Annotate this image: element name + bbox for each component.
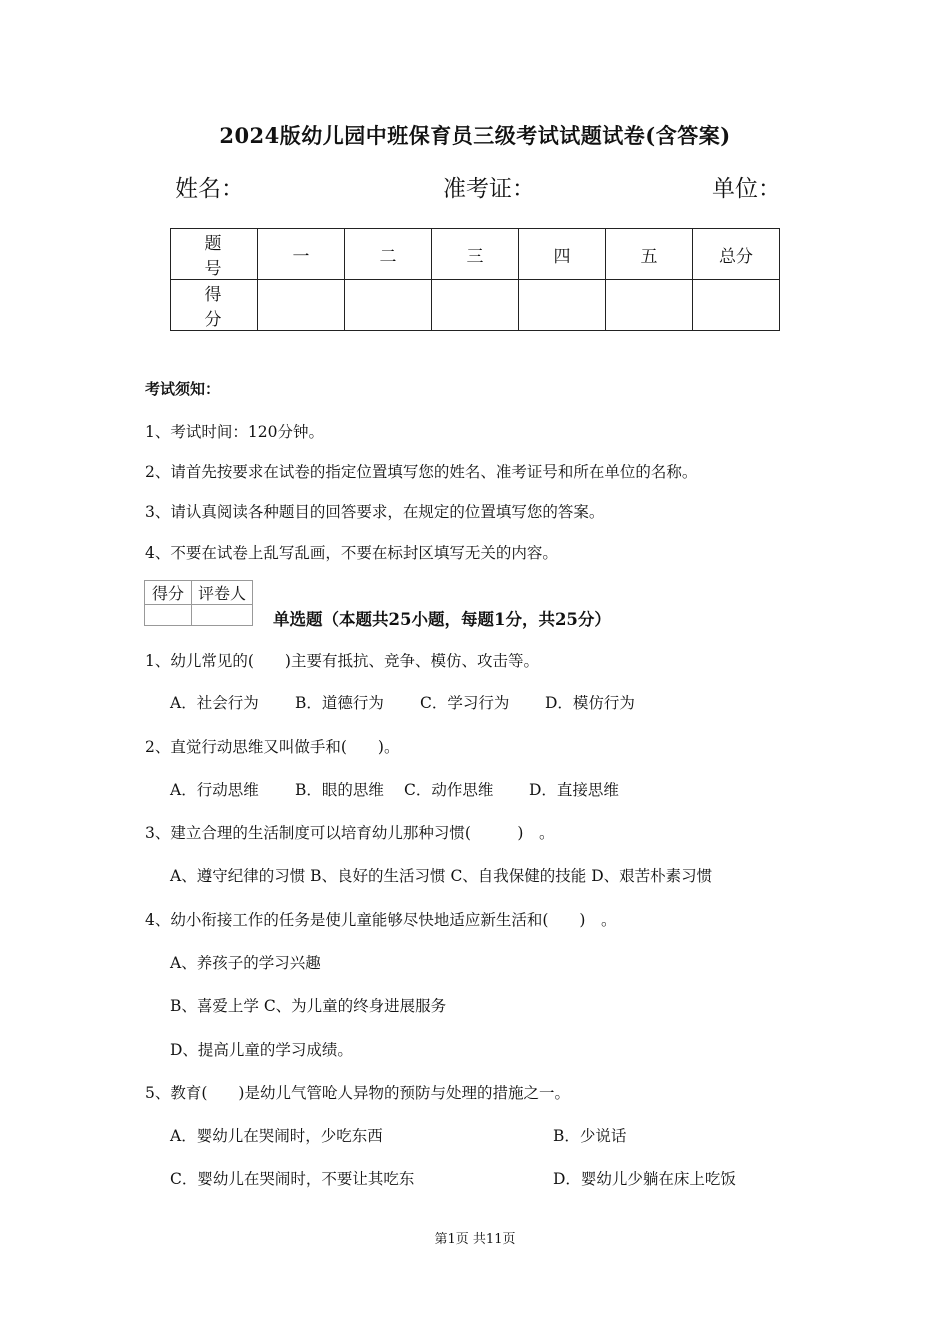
question-stem: 5、教育( )是幼儿气管呛人异物的预防与处理的措施之一。 xyxy=(145,1084,570,1102)
score-table-header-cell: 一 xyxy=(258,229,345,280)
question-option: B．少说话 xyxy=(553,1127,627,1145)
question-stem: 2、直觉行动思维又叫做手和( )。 xyxy=(145,738,400,756)
question-stem: 4、幼小衔接工作的任务是使儿童能够尽快地适应新生活和( ) 。 xyxy=(145,911,617,929)
grader-name-cell[interactable] xyxy=(192,605,253,626)
section-title: 单选题（本题共25小题，每题1分，共25分） xyxy=(273,610,611,629)
question-option: D．婴幼儿少躺在床上吃饭 xyxy=(553,1170,736,1188)
grader-score-label: 得分 xyxy=(145,581,192,605)
ticket-label: 准考证： xyxy=(443,176,535,202)
name-label: 姓名： xyxy=(175,176,244,202)
question-option: C．婴幼儿在哭闹时，不要让其吃东 xyxy=(170,1170,415,1188)
question-option: A．行动思维 xyxy=(170,781,259,799)
notice-heading: 考试须知： xyxy=(145,380,221,398)
question-option: A．社会行为 xyxy=(170,694,259,712)
question-option: C．动作思维 xyxy=(404,781,494,799)
grader-name-label: 评卷人 xyxy=(192,581,253,605)
score-table-header-row xyxy=(171,229,780,280)
notice-item: 1、考试时间：120分钟。 xyxy=(145,423,324,441)
score-row-label: 得 分 xyxy=(171,280,258,331)
page-footer: 第1页 共11页 xyxy=(434,1232,516,1247)
score-cell[interactable] xyxy=(432,280,519,331)
score-table-header-cell: 五 xyxy=(606,229,693,280)
notice-item: 3、请认真阅读各种题目的回答要求，在规定的位置填写您的答案。 xyxy=(145,503,605,521)
grader-box xyxy=(144,580,253,626)
question-options-line: A、遵守纪律的习惯 B、良好的生活习惯 C、自我保健的技能 D、艰苦朴素习惯 xyxy=(170,867,713,885)
score-cell[interactable] xyxy=(345,280,432,331)
score-cell[interactable] xyxy=(258,280,345,331)
question-option: B．道德行为 xyxy=(295,694,384,712)
score-table-header-cell: 三 xyxy=(432,229,519,280)
unit-label: 单位： xyxy=(712,176,781,202)
score-table-header-total: 总分 xyxy=(693,229,780,280)
score-total-cell[interactable] xyxy=(693,280,780,331)
page-title: 2024版幼儿园中班保育员三级考试试题试卷(含答案) xyxy=(219,123,731,148)
question-stem: 1、幼儿常见的( )主要有抵抗、竞争、模仿、攻击等。 xyxy=(145,652,539,670)
question-option: B．眼的思维 xyxy=(295,781,384,799)
score-cell[interactable] xyxy=(519,280,606,331)
question-option-line: B、喜爱上学 C、为儿童的终身进展服务 xyxy=(170,997,447,1015)
question-option: C．学习行为 xyxy=(420,694,510,712)
notice-item: 2、请首先按要求在试卷的指定位置填写您的姓名、准考证号和所在单位的名称。 xyxy=(145,463,698,481)
question-stem: 3、建立合理的生活制度可以培育幼儿那种习惯( ) 。 xyxy=(145,824,555,842)
score-table-header-cell: 四 xyxy=(519,229,606,280)
question-option: A．婴幼儿在哭闹时，少吃东西 xyxy=(170,1127,383,1145)
score-table-header-cell: 二 xyxy=(345,229,432,280)
score-cell[interactable] xyxy=(606,280,693,331)
score-table xyxy=(170,228,780,331)
question-option: D．模仿行为 xyxy=(545,694,635,712)
notice-item: 4、不要在试卷上乱写乱画，不要在标封区填写无关的内容。 xyxy=(145,544,558,562)
grader-score-cell[interactable] xyxy=(145,605,192,626)
score-table-header-label: 题 号 xyxy=(171,229,258,280)
question-option-line: A、养孩子的学习兴趣 xyxy=(170,954,321,972)
question-option: D．直接思维 xyxy=(529,781,619,799)
score-table-score-row xyxy=(171,280,780,331)
question-option-line: D、提高儿童的学习成绩。 xyxy=(170,1041,353,1059)
